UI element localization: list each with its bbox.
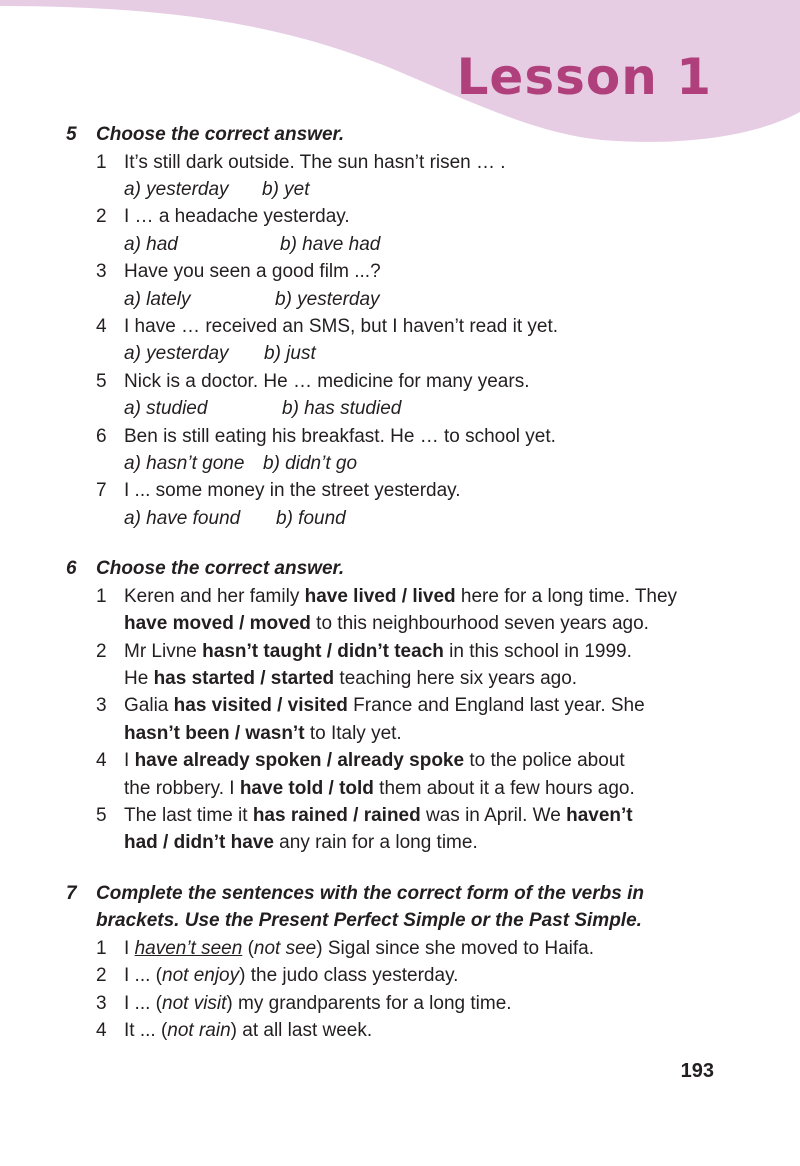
exercise-instruction-line: Complete the sentences with the correct form of the verbs in	[96, 882, 644, 904]
question-item	[66, 747, 756, 802]
question-item	[66, 583, 756, 638]
sentence-text: Mr Livne	[124, 640, 203, 662]
question-sentence: Have you seen a good film ...?	[124, 261, 381, 283]
question-item	[66, 258, 756, 313]
sentence-text: ) my grandparents for a long time.	[226, 992, 512, 1014]
option-a: a) hasn’t gone	[124, 452, 245, 474]
answer-options	[124, 286, 756, 313]
sentence-text: (	[242, 937, 254, 959]
question-item	[66, 962, 756, 989]
sentence-line	[124, 665, 756, 692]
option-a: a) lately	[124, 288, 191, 310]
sentence-text: ) at all last week.	[230, 1019, 373, 1041]
exercise-7-heading	[66, 880, 756, 935]
exercise-5	[66, 121, 756, 532]
item-number: 2	[96, 640, 107, 662]
sentence-text: to the police about	[464, 750, 625, 772]
sentence-text: the robbery. I	[124, 777, 240, 799]
verb-choice: have told / told	[239, 777, 374, 799]
question-list	[66, 583, 756, 857]
question-sentence: I have … received an SMS, but I haven’t read it yet.	[124, 315, 559, 337]
answer-options	[124, 450, 756, 477]
sentence-text: them about it a few hours ago.	[373, 777, 635, 799]
question-item	[66, 990, 756, 1017]
verb-hint: not see	[253, 937, 317, 959]
item-number: 4	[96, 1019, 107, 1041]
option-a: a) yesterday	[124, 178, 229, 200]
option-b: b) found	[276, 507, 346, 529]
exercise-number: 5	[66, 124, 77, 145]
verb-choice: hasn’t been / wasn’t	[124, 722, 305, 744]
question-item	[66, 1017, 756, 1044]
option-a: a) yesterday	[124, 343, 229, 365]
sentence-text: France and England last year. She	[347, 695, 645, 717]
item-number: 2	[96, 965, 107, 987]
sentence-text: He	[124, 667, 154, 689]
question-item	[66, 313, 756, 368]
question-sentence: Nick is a doctor. He … medicine for many years.	[124, 370, 530, 392]
option-b: b) yesterday	[275, 288, 380, 310]
example-answer: haven’t seen	[134, 937, 243, 959]
exercise-instruction: Choose the correct answer.	[96, 558, 345, 580]
item-number: 1	[96, 151, 107, 173]
option-b: b) has studied	[282, 398, 402, 420]
sentence-text: It ... (	[124, 1019, 168, 1041]
option-a: a) have found	[124, 507, 241, 529]
sentence-line	[124, 692, 756, 719]
verb-choice: have lived / lived	[304, 585, 456, 607]
exercise-instruction-line: brackets. Use the Present Perfect Simple or the Past Simple.	[96, 910, 642, 932]
question-item	[66, 692, 756, 747]
exercise-number: 6	[66, 558, 77, 580]
page-number: 193	[680, 1060, 714, 1082]
verb-hint: not visit	[162, 992, 227, 1014]
sentence-text: to this neighbourhood seven years ago.	[310, 613, 649, 635]
sentence-line	[124, 775, 756, 802]
verb-choice: haven’t	[566, 804, 633, 826]
sentence-line	[124, 720, 756, 747]
sentence-line	[124, 610, 756, 637]
sentence-text: Galia	[124, 695, 174, 717]
sentence-text: I	[124, 750, 135, 772]
option-b: b) have had	[280, 233, 381, 255]
exercise-instruction: Choose the correct answer.	[96, 124, 345, 145]
verb-hint: not rain	[167, 1019, 231, 1041]
sentence-text: to Italy yet.	[304, 722, 402, 744]
item-number: 6	[96, 425, 107, 447]
question-item	[66, 423, 756, 478]
question-item	[66, 802, 756, 857]
exercise-5-heading	[66, 121, 756, 149]
verb-choice: had / didn’t have	[124, 832, 274, 854]
sentence-text: in this school in 1999.	[443, 640, 632, 662]
exercise-7	[66, 880, 756, 1045]
verb-choice: has visited / visited	[173, 695, 348, 717]
question-item	[66, 638, 756, 693]
item-number: 2	[96, 206, 107, 228]
sentence-line	[124, 829, 756, 856]
item-number: 1	[96, 937, 107, 959]
sentence-text: I ... (	[124, 992, 162, 1014]
answer-options	[124, 231, 756, 258]
option-b: b) yet	[262, 178, 310, 200]
question-item	[66, 149, 756, 204]
question-list	[66, 935, 756, 1045]
sentence-text: here for a long time. They	[455, 585, 678, 607]
item-number: 3	[96, 695, 107, 717]
item-number: 1	[96, 585, 107, 607]
question-item	[66, 368, 756, 423]
question-item	[66, 477, 756, 532]
sentence-text: I ... (	[124, 965, 162, 987]
answer-options	[124, 176, 756, 203]
answer-options	[124, 395, 756, 422]
verb-choice: has rained / rained	[252, 804, 421, 826]
sentence-text: The last time it	[124, 804, 253, 826]
question-list	[66, 149, 756, 533]
sentence-text: I	[124, 937, 135, 959]
sentence-text: ) the judo class yesterday.	[239, 965, 459, 987]
verb-choice: has started / started	[153, 667, 335, 689]
question-sentence: Ben is still eating his breakfast. He … to school yet.	[124, 425, 556, 447]
item-number: 5	[96, 804, 107, 826]
sentence-text: was in April. We	[420, 804, 567, 826]
item-number: 5	[96, 370, 107, 392]
option-a: a) had	[124, 233, 178, 255]
exercise-number: 7	[66, 882, 77, 904]
option-b: b) didn’t go	[263, 452, 358, 474]
verb-choice: hasn’t taught / didn’t teach	[202, 640, 444, 662]
exercise-content	[66, 121, 756, 1067]
verb-choice: have already spoken / already spoke	[134, 750, 465, 772]
answer-options	[124, 340, 756, 367]
question-sentence: It’s still dark outside. The sun hasn’t risen … .	[124, 151, 506, 173]
question-sentence: I … a headache yesterday.	[124, 206, 350, 228]
option-b: b) just	[264, 343, 316, 365]
item-number: 4	[96, 750, 107, 772]
question-sentence: I ... some money in the street yesterday.	[124, 480, 461, 502]
item-number: 4	[96, 315, 107, 337]
sentence-text: ) Sigal since she moved to Haifa.	[316, 937, 594, 959]
item-number: 7	[96, 480, 107, 502]
item-number: 3	[96, 261, 107, 283]
sentence-text: any rain for a long time.	[273, 832, 478, 854]
item-number: 3	[96, 992, 107, 1014]
answer-options	[124, 505, 756, 532]
question-item	[66, 203, 756, 258]
exercise-6	[66, 555, 756, 857]
verb-choice: have moved / moved	[124, 613, 311, 635]
lesson-title: Lesson 1	[456, 48, 712, 106]
sentence-line	[124, 747, 756, 774]
sentence-text: Keren and her family	[124, 585, 305, 607]
sentence-line	[124, 802, 756, 829]
sentence-line	[124, 638, 756, 665]
sentence-line	[124, 583, 756, 610]
question-item	[66, 935, 756, 962]
sentence-text: teaching here six years ago.	[334, 667, 578, 689]
verb-hint: not enjoy	[162, 965, 240, 987]
option-a: a) studied	[124, 398, 208, 420]
exercise-6-heading	[66, 555, 756, 583]
